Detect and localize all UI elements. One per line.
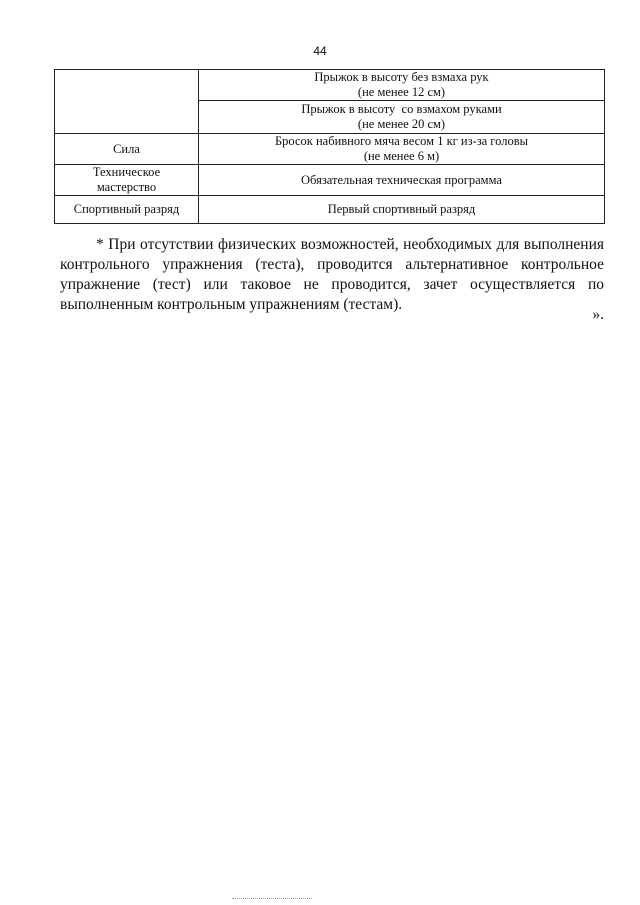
exercise-cell [199, 70, 605, 101]
table-row [55, 196, 605, 224]
scan-artifact-line [232, 898, 312, 899]
exercise-name: Прыжок в высоту без взмаха рук [314, 70, 489, 84]
exercise-cell [199, 101, 605, 134]
page-number: 44 [313, 44, 327, 58]
exercise-cell: Обязательная техническая программа [199, 165, 605, 196]
exercise-cell: Первый спортивный разряд [199, 196, 605, 224]
table-row [55, 134, 605, 165]
category-cell [55, 70, 199, 134]
category-cell: Спортивный разряд [55, 196, 199, 224]
exercise-name: Прыжок в высоту со взмахом руками [301, 102, 502, 116]
standards-table [54, 69, 605, 224]
category-cell: Сила [55, 134, 199, 165]
table-row [55, 70, 605, 101]
closing-quote-mark: ». [592, 306, 604, 323]
exercise-norm: (не менее 12 см) [357, 85, 446, 99]
category-label: Техническое [92, 165, 161, 179]
footnote: * При отсутствии физических возможностей, необходимых для выполнения контрольного упражнения (теста), проводится альтернативное контрольное упражнение (тест) или таковое не проводится, зачет осуществляется по выполненным контрольным упражнениям (тестам). [60, 236, 604, 313]
category-label: мастерство [96, 180, 157, 194]
table-row [55, 165, 605, 196]
exercise-norm: (не менее 20 см) [357, 117, 446, 131]
exercise-name: Бросок набивного мяча весом 1 кг из-за головы [275, 134, 528, 148]
exercise-norm: (не менее 6 м) [363, 149, 440, 163]
exercise-cell [199, 134, 605, 165]
category-cell [55, 165, 199, 196]
